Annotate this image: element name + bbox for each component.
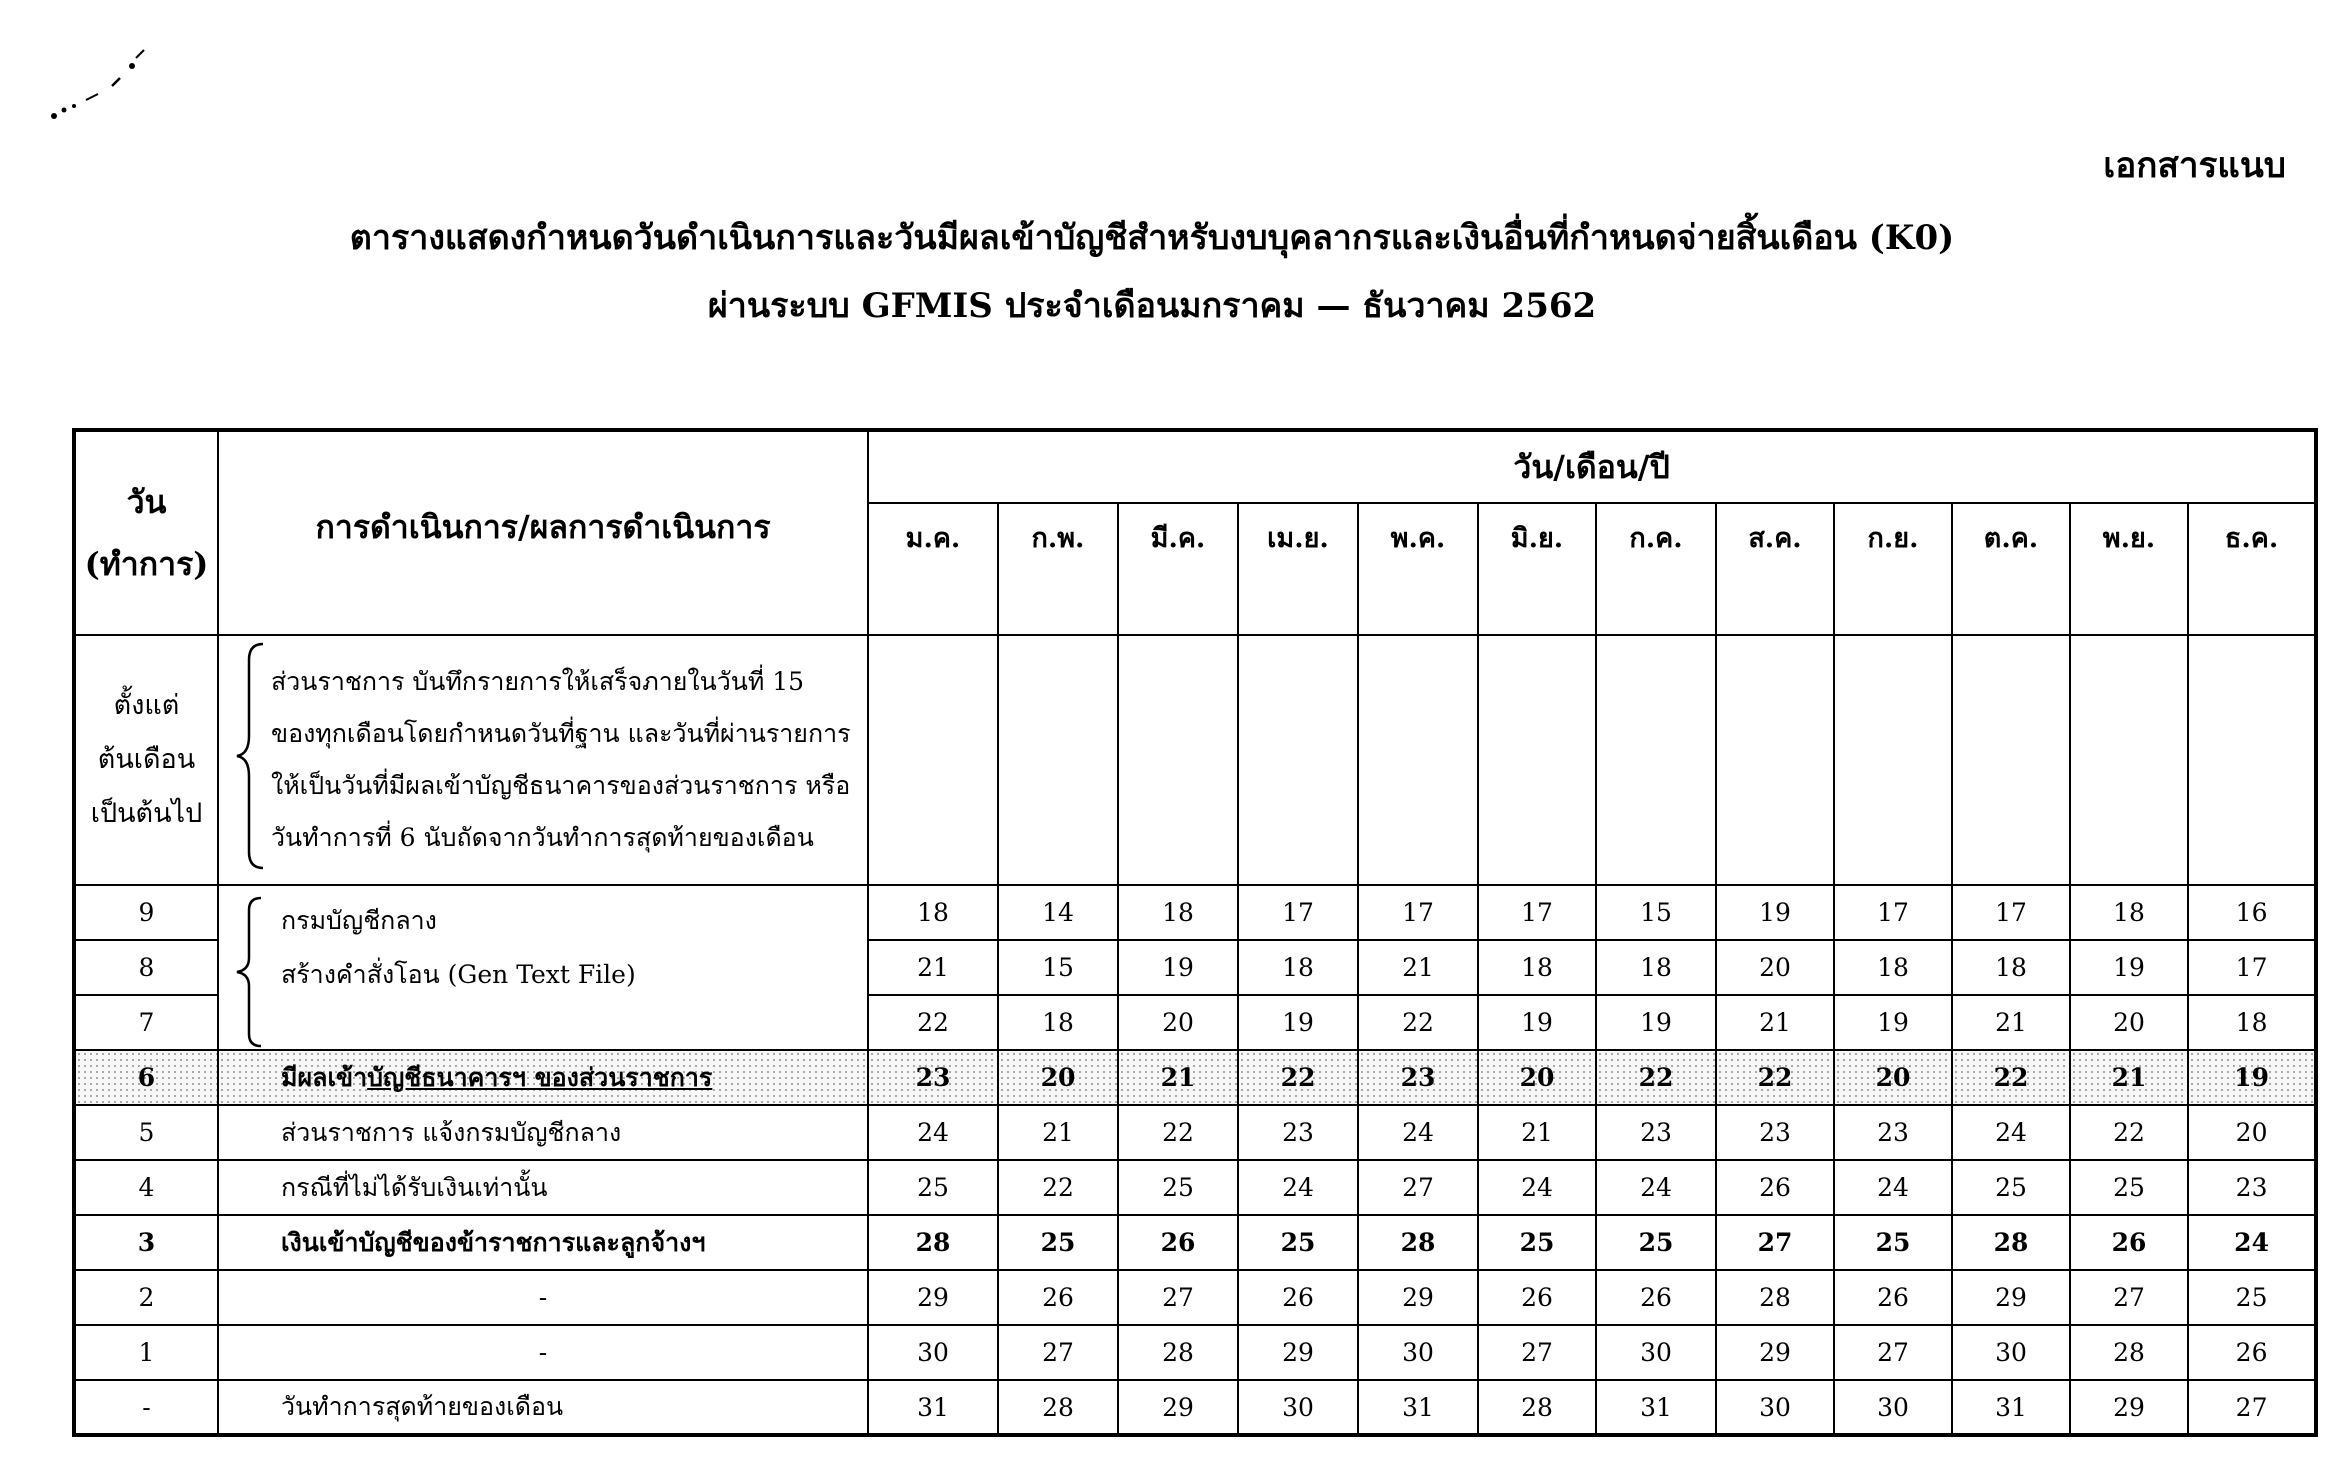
date-cell: 28 bbox=[1118, 1325, 1238, 1380]
row-description: กรณีที่ไม่ได้รับเงินเท่านั้น bbox=[218, 1160, 868, 1215]
date-cell: 26 bbox=[1118, 1215, 1238, 1270]
attachment-label: เอกสารแนบ bbox=[2103, 145, 2286, 186]
row-day: 7 bbox=[74, 995, 218, 1050]
row-description: เงินเข้าบัญชีของข้าราชการและลูกจ้างฯ bbox=[218, 1215, 868, 1270]
date-cell: 26 bbox=[1596, 1270, 1716, 1325]
date-cell: 24 bbox=[1834, 1160, 1952, 1215]
date-cell: 21 bbox=[868, 940, 998, 995]
date-cell: 20 bbox=[1834, 1050, 1952, 1105]
row-day: 9 bbox=[74, 885, 218, 940]
date-cell: 23 bbox=[1238, 1105, 1358, 1160]
date-cell: 15 bbox=[998, 940, 1118, 995]
date-cell: 23 bbox=[2188, 1160, 2316, 1215]
row-day: 4 bbox=[74, 1160, 218, 1215]
date-cell: 29 bbox=[1952, 1270, 2070, 1325]
date-cell: 21 bbox=[1358, 940, 1478, 995]
date-cell: 25 bbox=[2070, 1160, 2188, 1215]
scan-specks-decoration bbox=[40, 36, 160, 130]
date-cell: 23 bbox=[1834, 1105, 1952, 1160]
date-cell: 30 bbox=[1358, 1325, 1478, 1380]
date-cell: 31 bbox=[1596, 1380, 1716, 1435]
date-cell: 30 bbox=[1238, 1380, 1358, 1435]
date-cell: 28 bbox=[1716, 1270, 1834, 1325]
document-title: ตารางแสดงกำหนดวันดำเนินการและวันมีผลเข้าบัญชีสำหรับงบบุคลากรและเงินอื่นที่กำหนดจ่ายสิ้นเดือน (K0) bbox=[349, 218, 1955, 258]
date-cell: 20 bbox=[2070, 995, 2188, 1050]
date-cell: 21 bbox=[1716, 995, 1834, 1050]
date-cell: 20 bbox=[1478, 1050, 1596, 1105]
column-header-date: วัน/เดือน/ปี bbox=[868, 430, 2316, 503]
row-description-text: กรมบัญชีกลาง bbox=[281, 906, 437, 935]
date-cell: 24 bbox=[1596, 1160, 1716, 1215]
column-header-action: การดำเนินการ/ผลการดำเนินการ bbox=[218, 430, 868, 635]
table-row bbox=[74, 1215, 2316, 1270]
date-cell: 25 bbox=[1834, 1215, 1952, 1270]
first-row-cell bbox=[1834, 635, 1952, 885]
date-cell: 26 bbox=[1238, 1270, 1358, 1325]
first-row-day: ตั้งแต่ ต้นเดือน เป็นต้นไป bbox=[74, 635, 218, 885]
date-cell: 29 bbox=[1238, 1325, 1358, 1380]
date-cell: 26 bbox=[2188, 1325, 2316, 1380]
date-cell: 27 bbox=[1478, 1325, 1596, 1380]
date-cell: 24 bbox=[2188, 1215, 2316, 1270]
header-row-top bbox=[74, 430, 2316, 503]
first-row-cell bbox=[1358, 635, 1478, 885]
date-cell: 28 bbox=[1478, 1380, 1596, 1435]
date-cell: 28 bbox=[1358, 1215, 1478, 1270]
data-rows bbox=[74, 885, 2316, 1435]
date-cell: 31 bbox=[868, 1380, 998, 1435]
date-cell: 18 bbox=[1834, 940, 1952, 995]
date-cell: 21 bbox=[1118, 1050, 1238, 1105]
date-cell: 28 bbox=[1952, 1215, 2070, 1270]
date-cell: 21 bbox=[998, 1105, 1118, 1160]
date-cell: 25 bbox=[998, 1215, 1118, 1270]
date-cell: 25 bbox=[1596, 1215, 1716, 1270]
date-cell: 18 bbox=[1478, 940, 1596, 995]
date-cell: 27 bbox=[1358, 1160, 1478, 1215]
date-cell: 23 bbox=[1716, 1105, 1834, 1160]
month-header: พ.ย. bbox=[2070, 503, 2188, 635]
date-cell: 26 bbox=[2070, 1215, 2188, 1270]
date-cell: 22 bbox=[1952, 1050, 2070, 1105]
date-cell: 22 bbox=[998, 1160, 1118, 1215]
date-cell: 18 bbox=[2188, 995, 2316, 1050]
date-cell: 20 bbox=[1716, 940, 1834, 995]
date-cell: 17 bbox=[1238, 885, 1358, 940]
month-header: ต.ค. bbox=[1952, 503, 2070, 635]
row-description bbox=[218, 885, 868, 1050]
date-cell: 20 bbox=[998, 1050, 1118, 1105]
date-cell: 22 bbox=[868, 995, 998, 1050]
date-cell: 21 bbox=[1478, 1105, 1596, 1160]
date-cell: 18 bbox=[1118, 885, 1238, 940]
date-cell: 26 bbox=[1478, 1270, 1596, 1325]
month-header: เม.ย. bbox=[1238, 503, 1358, 635]
date-cell: 22 bbox=[2070, 1105, 2188, 1160]
date-cell: 20 bbox=[1118, 995, 1238, 1050]
first-row-cell bbox=[1596, 635, 1716, 885]
date-cell: 27 bbox=[2188, 1380, 2316, 1435]
table-row bbox=[74, 1270, 2316, 1325]
row-description: ส่วนราชการ แจ้งกรมบัญชีกลาง bbox=[218, 1105, 868, 1160]
date-cell: 18 bbox=[868, 885, 998, 940]
date-cell: 18 bbox=[1238, 940, 1358, 995]
schedule-table bbox=[72, 428, 2318, 1437]
date-cell: 19 bbox=[1118, 940, 1238, 995]
date-cell: 29 bbox=[1358, 1270, 1478, 1325]
table-row bbox=[74, 1160, 2316, 1215]
date-cell: 17 bbox=[1358, 885, 1478, 940]
date-cell: 18 bbox=[1952, 940, 2070, 995]
month-header: พ.ค. bbox=[1358, 503, 1478, 635]
first-row-description: ส่วนราชการ บันทึกรายการให้เสร็จภายในวันที่ 15 ของทุกเดือนโดยกำหนดวันที่ฐาน และวันที่ผ่านรายการ ให้เป็นวันที่มีผลเข้าบัญชีธนาคารของส่วนราชการ หรือ วันทำการที่ 6 นับถัดจากวันทำการสุดท้ายของเดือน bbox=[218, 635, 868, 885]
date-cell: 22 bbox=[1596, 1050, 1716, 1105]
date-cell: 18 bbox=[998, 995, 1118, 1050]
date-cell: 26 bbox=[1834, 1270, 1952, 1325]
row-day: 3 bbox=[74, 1215, 218, 1270]
first-row-cell bbox=[1238, 635, 1358, 885]
row-day: - bbox=[74, 1380, 218, 1435]
date-cell: 26 bbox=[998, 1270, 1118, 1325]
month-header: ส.ค. bbox=[1716, 503, 1834, 635]
date-cell: 17 bbox=[1478, 885, 1596, 940]
date-cell: 31 bbox=[1952, 1380, 2070, 1435]
row-description-text: สร้างคำสั่งโอน (Gen Text File) bbox=[281, 960, 636, 989]
date-cell: 28 bbox=[998, 1380, 1118, 1435]
first-row-cell bbox=[1952, 635, 2070, 885]
table-row bbox=[74, 1105, 2316, 1160]
curly-brace-icon bbox=[233, 636, 269, 876]
date-cell: 22 bbox=[1716, 1050, 1834, 1105]
date-cell: 19 bbox=[2188, 1050, 2316, 1105]
date-cell: 25 bbox=[1238, 1215, 1358, 1270]
date-cell: 29 bbox=[1118, 1380, 1238, 1435]
date-cell: 14 bbox=[998, 885, 1118, 940]
first-row-cell bbox=[1716, 635, 1834, 885]
date-cell: 19 bbox=[1834, 995, 1952, 1050]
date-cell: 25 bbox=[2188, 1270, 2316, 1325]
month-header: ธ.ค. bbox=[2188, 503, 2316, 635]
date-cell: 19 bbox=[1716, 885, 1834, 940]
row-description: มีผลเข้าบัญชีธนาคารฯ ของส่วนราชการ bbox=[218, 1050, 868, 1105]
date-cell: 23 bbox=[1596, 1105, 1716, 1160]
date-cell: 24 bbox=[868, 1105, 998, 1160]
date-cell: 30 bbox=[1834, 1380, 1952, 1435]
table-row bbox=[74, 1325, 2316, 1380]
date-cell: 27 bbox=[1118, 1270, 1238, 1325]
row-description: - bbox=[218, 1325, 868, 1380]
first-row-cell bbox=[2188, 635, 2316, 885]
date-cell: 27 bbox=[1834, 1325, 1952, 1380]
date-cell: 24 bbox=[1238, 1160, 1358, 1215]
date-cell: 22 bbox=[1358, 995, 1478, 1050]
date-cell: 19 bbox=[1238, 995, 1358, 1050]
date-cell: 25 bbox=[1952, 1160, 2070, 1215]
date-cell: 30 bbox=[1596, 1325, 1716, 1380]
date-cell: 25 bbox=[1478, 1215, 1596, 1270]
date-cell: 30 bbox=[1716, 1380, 1834, 1435]
date-cell: 29 bbox=[2070, 1380, 2188, 1435]
month-header: ก.ค. bbox=[1596, 503, 1716, 635]
date-cell: 23 bbox=[868, 1050, 998, 1105]
date-cell: 25 bbox=[868, 1160, 998, 1215]
date-cell: 24 bbox=[1358, 1105, 1478, 1160]
table-row bbox=[74, 885, 2316, 940]
date-cell: 28 bbox=[2070, 1325, 2188, 1380]
row-description: - bbox=[218, 1270, 868, 1325]
document-subtitle: ผ่านระบบ GFMIS ประจำเดือนมกราคม — ธันวาคม 2562 bbox=[707, 286, 1597, 326]
table-row bbox=[74, 1050, 2316, 1105]
date-cell: 24 bbox=[1478, 1160, 1596, 1215]
date-cell: 27 bbox=[2070, 1270, 2188, 1325]
date-cell: 25 bbox=[1118, 1160, 1238, 1215]
date-cell: 18 bbox=[2070, 885, 2188, 940]
row-day: 6 bbox=[74, 1050, 218, 1105]
date-cell: 30 bbox=[1952, 1325, 2070, 1380]
date-cell: 16 bbox=[2188, 885, 2316, 940]
row-day: 8 bbox=[74, 940, 218, 995]
row-day: 5 bbox=[74, 1105, 218, 1160]
month-header: มิ.ย. bbox=[1478, 503, 1596, 635]
month-header: ม.ค. bbox=[868, 503, 998, 635]
date-cell: 27 bbox=[998, 1325, 1118, 1380]
date-cell: 21 bbox=[1952, 995, 2070, 1050]
date-cell: 19 bbox=[1478, 995, 1596, 1050]
date-cell: 26 bbox=[1716, 1160, 1834, 1215]
date-cell: 30 bbox=[868, 1325, 998, 1380]
date-cell: 19 bbox=[1596, 995, 1716, 1050]
first-row-cell bbox=[998, 635, 1118, 885]
date-cell: 27 bbox=[1716, 1215, 1834, 1270]
month-header: ก.พ. bbox=[998, 503, 1118, 635]
date-cell: 18 bbox=[1596, 940, 1716, 995]
date-cell: 17 bbox=[1952, 885, 2070, 940]
first-row-cell bbox=[2070, 635, 2188, 885]
row-day: 2 bbox=[74, 1270, 218, 1325]
month-header: ก.ย. bbox=[1834, 503, 1952, 635]
date-cell: 20 bbox=[2188, 1105, 2316, 1160]
first-row-cell bbox=[868, 635, 998, 885]
first-row-cell bbox=[1478, 635, 1596, 885]
row-day: 1 bbox=[74, 1325, 218, 1380]
column-header-day: วัน (ทำการ) bbox=[74, 430, 218, 635]
date-cell: 24 bbox=[1952, 1105, 2070, 1160]
curly-brace-icon bbox=[233, 892, 269, 1050]
date-cell: 22 bbox=[1118, 1105, 1238, 1160]
date-cell: 22 bbox=[1238, 1050, 1358, 1105]
date-cell: 29 bbox=[1716, 1325, 1834, 1380]
date-cell: 31 bbox=[1358, 1380, 1478, 1435]
table-row bbox=[74, 1380, 2316, 1435]
date-cell: 23 bbox=[1358, 1050, 1478, 1105]
date-cell: 15 bbox=[1596, 885, 1716, 940]
date-cell: 17 bbox=[2188, 940, 2316, 995]
date-cell: 21 bbox=[2070, 1050, 2188, 1105]
first-row-cell bbox=[1118, 635, 1238, 885]
first-row bbox=[74, 635, 2316, 885]
row-description: วันทำการสุดท้ายของเดือน bbox=[218, 1380, 868, 1435]
date-cell: 19 bbox=[2070, 940, 2188, 995]
month-header: มี.ค. bbox=[1118, 503, 1238, 635]
date-cell: 29 bbox=[868, 1270, 998, 1325]
date-cell: 28 bbox=[868, 1215, 998, 1270]
date-cell: 17 bbox=[1834, 885, 1952, 940]
